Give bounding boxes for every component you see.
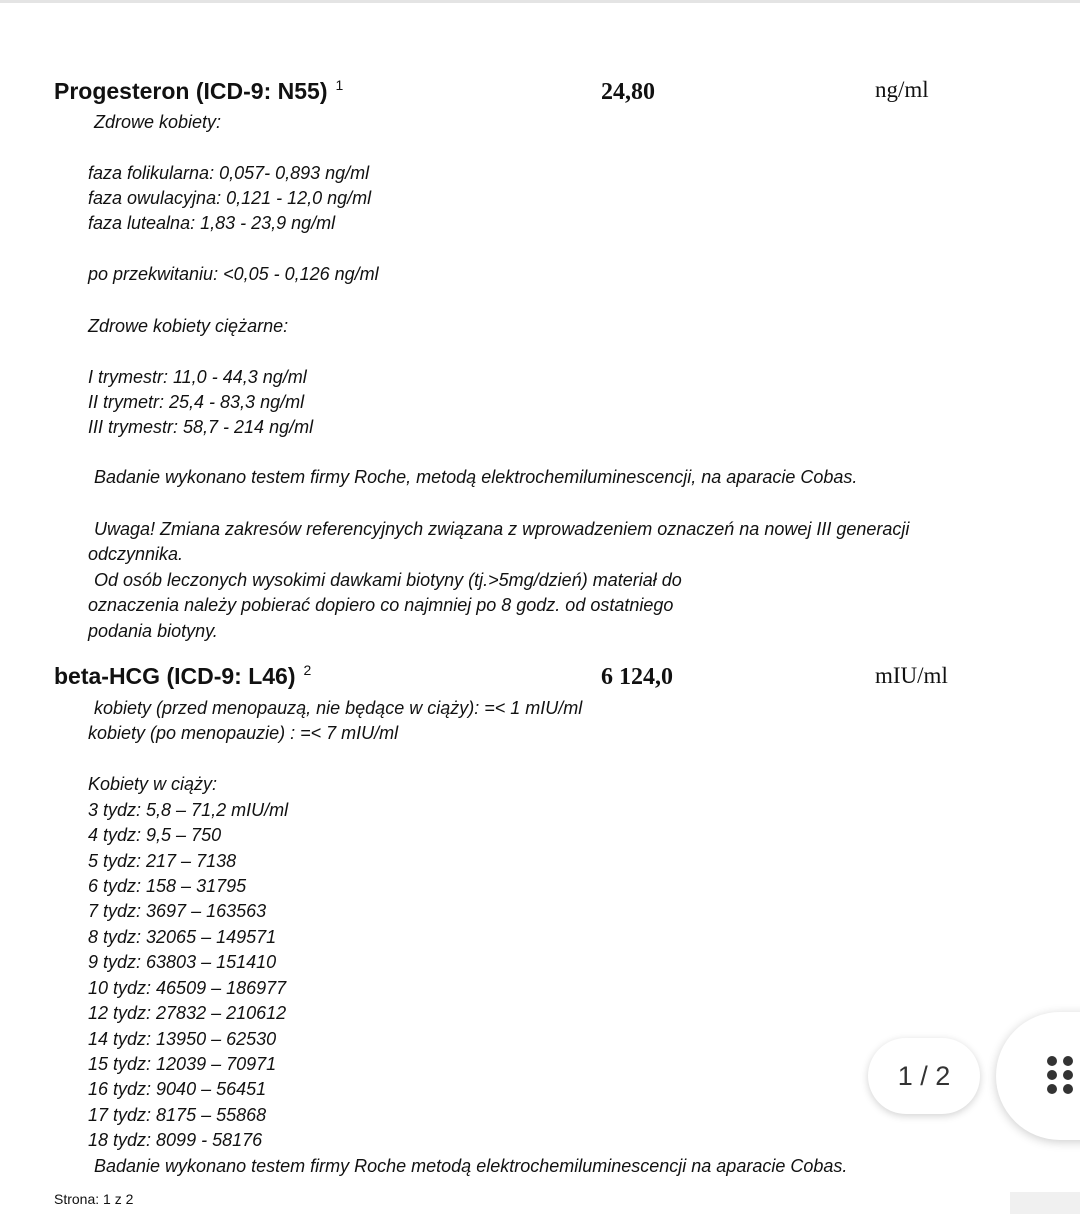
reference-line: kobiety (po menopauzie) : =< 7 mIU/ml: [88, 723, 399, 743]
reference-line: 6 tydz: 158 – 31795: [88, 876, 247, 896]
reference-line: 14 tydz: 13950 – 62530: [88, 1029, 277, 1049]
method-note: Badanie wykonano testem firmy Roche metodą elektrochemiluminescencji na aparacie Cobas.: [94, 1156, 848, 1176]
warning-note: Uwaga! Zmiana zakresów referencyjnych związana z wprowadzeniem oznaczeń na nowej III generacji: [94, 519, 910, 539]
page-indicator[interactable]: 1 / 2: [868, 1038, 980, 1114]
reference-line: 7 tydz: 3697 – 163563: [88, 901, 267, 921]
reference-line: po przekwitaniu: <0,05 - 0,126 ng/ml: [88, 264, 379, 284]
page-footer: Strona: 1 z 2: [54, 1191, 134, 1207]
biotin-note: oznaczenia należy pobierać dopiero co najmniej po 8 godz. od ostatniego: [88, 595, 674, 615]
reference-line: Kobiety w ciąży:: [88, 774, 218, 794]
beta-hcg-result: 6 124,0: [601, 664, 673, 690]
reference-line: 9 tydz: 63803 – 151410: [88, 952, 277, 972]
warning-note: odczynnika.: [88, 544, 184, 564]
reference-line: 16 tydz: 9040 – 56451: [88, 1079, 267, 1099]
progesterone-title: [54, 78, 343, 104]
reference-line: III trymestr: 58,7 - 214 ng/ml: [88, 417, 314, 437]
reference-line: kobiety (przed menopauzą, nie będące w ciąży): =< 1 mIU/ml: [94, 698, 583, 718]
reference-line: faza owulacyjna: 0,121 - 12,0 ng/ml: [88, 188, 372, 208]
biotin-note: podania biotyny.: [88, 621, 218, 641]
reference-line: 12 tydz: 27832 – 210612: [88, 1003, 287, 1023]
reference-line: 18 tydz: 8099 - 58176: [88, 1130, 263, 1150]
beta-hcg-title-text: beta-HCG (ICD-9: L46): [54, 663, 296, 689]
reference-line: 4 tydz: 9,5 – 750: [88, 825, 222, 845]
beta-hcg-footnote: 2: [303, 662, 312, 678]
reference-line: faza lutealna: 1,83 - 23,9 ng/ml: [88, 213, 336, 233]
method-note: Badanie wykonano testem firmy Roche, metodą elektrochemiluminescencji, na aparacie Cobas.: [94, 467, 858, 487]
reference-line: 8 tydz: 32065 – 149571: [88, 927, 277, 947]
progesterone-result: 24,80: [601, 79, 655, 105]
dots-grid-icon-svg: [1045, 1055, 1075, 1095]
reference-line: faza folikularna: 0,057- 0,893 ng/ml: [88, 163, 370, 183]
progesterone-unit: ng/ml: [875, 77, 929, 102]
beta-hcg-unit: mIU/ml: [875, 663, 948, 688]
reference-line: Zdrowe kobiety:: [94, 112, 222, 132]
reference-line: 5 tydz: 217 – 7138: [88, 851, 237, 871]
reference-line: 15 tydz: 12039 – 70971: [88, 1054, 277, 1074]
progesterone-title-text: Progesteron (ICD-9: N55): [54, 78, 328, 104]
viewer-top-border: [0, 0, 1080, 3]
beta-hcg-title: [54, 663, 311, 689]
reference-line: Zdrowe kobiety ciężarne:: [88, 316, 289, 336]
bottom-edge-strip: [1010, 1192, 1080, 1214]
reference-line: I trymestr: 11,0 - 44,3 ng/ml: [88, 367, 307, 387]
progesterone-footnote: 1: [335, 77, 344, 93]
reference-line: II trymetr: 25,4 - 83,3 ng/ml: [88, 392, 305, 412]
dots-grid-icon[interactable]: [1045, 1055, 1075, 1095]
reference-line: 17 tydz: 8175 – 55868: [88, 1105, 267, 1125]
biotin-note: Od osób leczonych wysokimi dawkami biotyny (tj.>5mg/dzień) materiał do: [94, 570, 682, 590]
reference-line: 10 tydz: 46509 – 186977: [88, 978, 287, 998]
reference-line: 3 tydz: 5,8 – 71,2 mIU/ml: [88, 800, 289, 820]
